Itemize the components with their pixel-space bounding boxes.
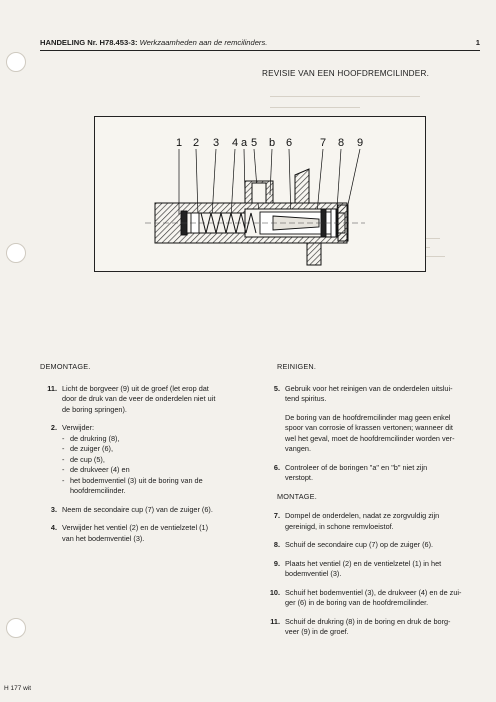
- step-number: 11.: [270, 616, 280, 626]
- step-number: 7.: [273, 511, 280, 520]
- callout-2: 2: [192, 137, 200, 149]
- callout-9: 9: [356, 137, 364, 149]
- cleaning-heading: REINIGEN.: [277, 362, 317, 371]
- step-text: door de druk van de veer de onderdelen niet uit: [62, 394, 216, 403]
- step-number: 3.: [50, 504, 57, 514]
- step-3: [40, 505, 260, 516]
- list-item: - de zuiger (6),: [62, 444, 113, 453]
- step-number: 4.: [50, 523, 57, 532]
- binder-hole-top: [6, 52, 26, 72]
- step-number: 8.: [273, 540, 280, 549]
- list-item: - de cup (5),: [62, 454, 105, 464]
- step-11-disassembly: [40, 384, 260, 416]
- assembly-heading: MONTAGE.: [277, 491, 317, 501]
- step-5: [263, 384, 485, 405]
- master-cylinder-figure: [94, 116, 426, 272]
- step-text: Gebruik voor het reinigen van de onderdelen uitslui-: [285, 383, 453, 393]
- step-8: [263, 540, 485, 551]
- callout-8: 8: [337, 137, 345, 149]
- step-text: Schuif de drukring (8) in de boring en druk de borg-: [285, 616, 451, 626]
- removal-parts-list: [62, 434, 203, 497]
- doc-subject: Werkzaamheden aan de remcilinders.: [139, 38, 268, 47]
- callout-3: 3: [212, 137, 220, 149]
- step-text: Schuif de secondaire cup (7) op de zuiger (6).: [285, 540, 434, 549]
- header-rule: [40, 50, 480, 51]
- step-text: gereinigd, in schone remvloeistof.: [285, 521, 394, 531]
- step-text: van het bodemventiel (3).: [62, 533, 145, 543]
- cleaning-assembly-column: [263, 362, 485, 646]
- step-10: [263, 588, 485, 609]
- step-11-assembly: [263, 617, 485, 638]
- footer-code: H 177 wit: [4, 685, 32, 692]
- step-text: Controleer of de boringen "a" en "b" niet zijn: [285, 462, 428, 472]
- step-9: [263, 559, 485, 580]
- step-text: Schuif het bodemventiel (3), de drukveer (4) en de zui-: [285, 587, 462, 597]
- step-2: [40, 423, 260, 497]
- step-7: [263, 511, 485, 532]
- step-text: de boring springen).: [62, 404, 127, 414]
- disassembly-column: [40, 362, 260, 552]
- callout-1: 1: [175, 137, 183, 149]
- step-text: verstopt.: [285, 473, 313, 482]
- step-number: 9.: [273, 558, 280, 568]
- list-item: - de drukring (8),: [62, 433, 120, 443]
- cleaning-note: De boring van de hoofdremcilinder mag geen enkel spoor van corrosie of krassen vertonen; wanneer dit wel het geval, moet de hoofdremcilinder worden ver- vangen.: [285, 412, 455, 453]
- callout-b: b: [268, 137, 276, 149]
- step-text: Dompel de onderdelen, nadat ze zorgvuldig zijn: [285, 511, 440, 520]
- callout-a: a: [240, 137, 248, 149]
- doc-number: HANDELING Nr. H78.453-3:: [40, 38, 138, 47]
- step-text: tend spiritus.: [285, 394, 327, 403]
- step-4: [40, 523, 260, 544]
- step-number: 5.: [273, 383, 280, 393]
- disassembly-heading: DEMONTAGE.: [40, 362, 91, 371]
- page-number: 1: [475, 38, 480, 47]
- step-text: Verwijder:: [62, 423, 95, 432]
- step-text: ger (6) in de boring van de hoofdremcilinder.: [285, 598, 429, 607]
- list-item: - het bodemventiel (3) uit de boring van de: [62, 475, 203, 485]
- step-text: Neem de secondaire cup (7) van de zuiger (6).: [62, 504, 213, 514]
- step-number: 10.: [269, 587, 280, 597]
- callout-4: 4: [231, 137, 239, 149]
- binder-hole-bottom: [6, 618, 26, 638]
- page-header: [40, 38, 480, 47]
- step-number: 11.: [47, 383, 57, 393]
- step-number: 2.: [50, 423, 57, 432]
- list-item: hoofdremcilinder.: [70, 486, 126, 495]
- header-title: [40, 38, 267, 47]
- list-item: - de drukveer (4) en: [62, 465, 130, 474]
- step-text: Plaats het ventiel (2) en de ventielzetel (1) in het: [285, 558, 442, 568]
- step-text: veer (9) in de groef.: [285, 627, 349, 636]
- step-text: bodemventiel (3).: [285, 569, 342, 578]
- callout-7: 7: [319, 137, 327, 149]
- step-text: Licht de borgveer (9) uit de groef (let erop dat: [62, 383, 209, 393]
- section-title: REVISIE VAN EEN HOOFDREMCILINDER.: [262, 69, 430, 78]
- master-cylinder-drawing: [95, 117, 425, 271]
- step-text: Verwijder het ventiel (2) en de ventielzetel (1): [62, 523, 209, 532]
- step-6: [263, 463, 485, 484]
- callout-5: 5: [250, 137, 258, 149]
- binder-hole-middle: [6, 243, 26, 263]
- step-number: 6.: [273, 462, 280, 472]
- callout-6: 6: [285, 137, 293, 149]
